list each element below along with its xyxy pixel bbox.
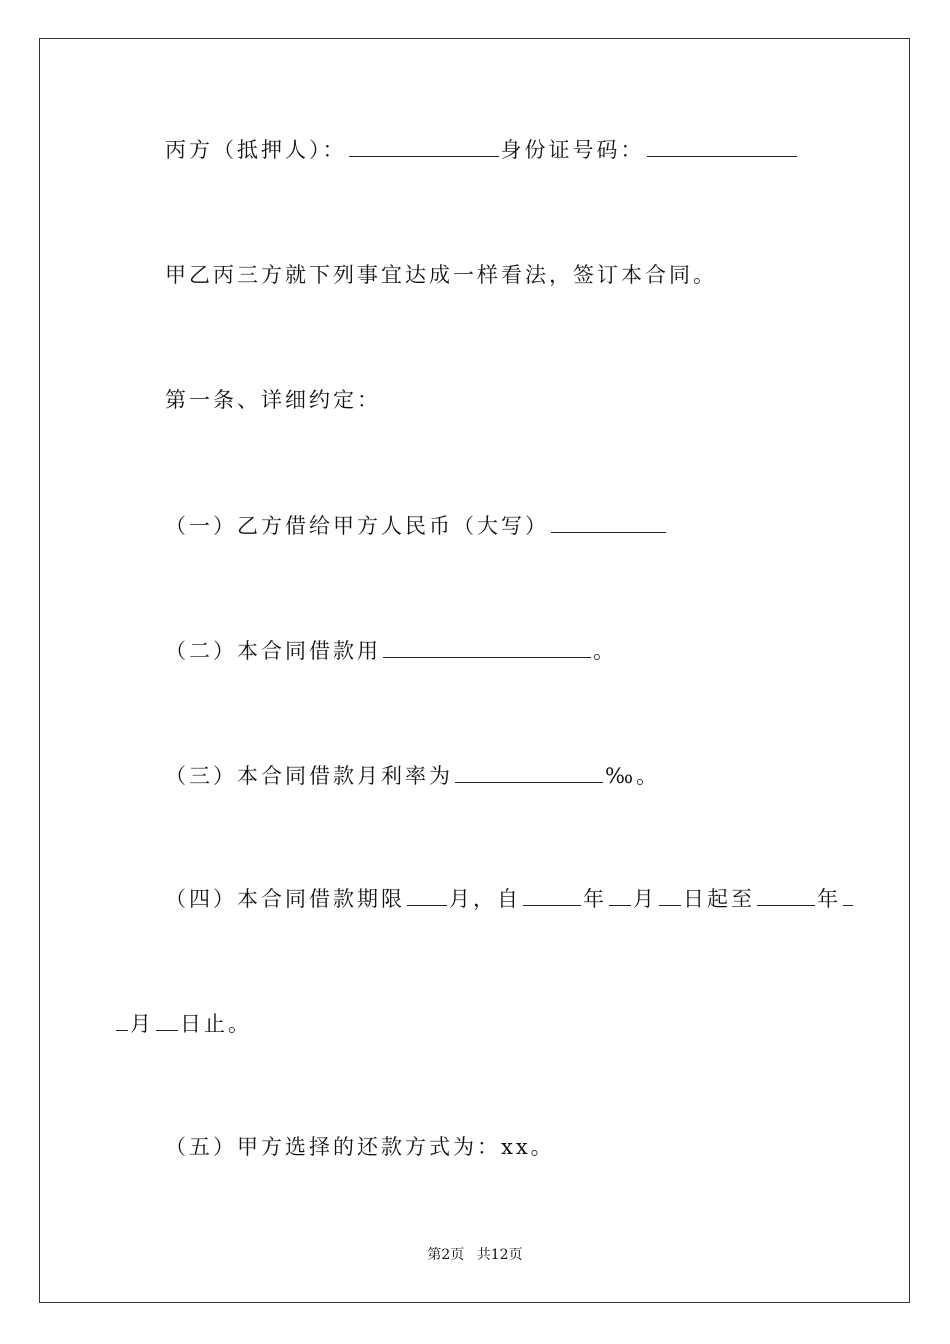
item-1: [165, 510, 668, 541]
item-4-text: （四）本合同借款期限: [165, 887, 405, 911]
item-4-month3-label: 月: [130, 1012, 154, 1036]
item-5: （五）甲方选择的还款方式为：xx。: [165, 1135, 555, 1159]
end-year-blank: [757, 883, 815, 906]
item-2-text: （二）本合同借款用: [165, 639, 381, 663]
purpose-blank: [383, 635, 591, 658]
item-4: [165, 883, 855, 914]
id-number-label: 身份证号码：: [500, 138, 645, 162]
end-month-blank-cont: [116, 1008, 128, 1031]
item-2-end: 。: [593, 639, 617, 663]
intro-paragraph: 甲乙丙三方就下列事宜达成一样看法，签订本合同。: [165, 263, 717, 287]
end-day-blank: [156, 1008, 178, 1031]
term-months-blank: [407, 883, 447, 906]
party-c-name-blank: [349, 134, 499, 157]
page-border: [39, 38, 910, 1303]
page-footer: [0, 1244, 950, 1264]
party-c-label: 丙方（抵押人）：: [165, 138, 347, 162]
start-day-blank: [659, 883, 681, 906]
party-c-line: [165, 134, 799, 165]
item-3: [165, 760, 660, 791]
item-3-end: ‰。: [605, 764, 661, 788]
item-1-text: （一）乙方借给甲方人民币（大写）: [165, 514, 549, 538]
start-year-blank: [523, 883, 581, 906]
item-4-month2-label: 月: [633, 887, 657, 911]
start-month-blank: [609, 883, 631, 906]
item-4-year-label: 年: [583, 887, 607, 911]
item-4-year2-label: 年: [817, 887, 841, 911]
item-4-day-to-label: 日止。: [180, 1012, 252, 1036]
total-pages: 共12页: [476, 1247, 523, 1263]
end-month-blank-start: [843, 883, 853, 906]
item-4-continued: [114, 1008, 252, 1039]
item-2: [165, 635, 617, 666]
item-3-text: （三）本合同借款月利率为: [165, 764, 453, 788]
article-1-title: 第一条、详细约定：: [165, 388, 381, 412]
page-number: 第2页: [427, 1247, 465, 1263]
rate-blank: [455, 760, 603, 783]
id-number-blank: [647, 134, 797, 157]
amount-blank: [551, 510, 666, 533]
item-4-month-label: 月，自: [449, 887, 521, 911]
item-4-day-from-label: 日起至: [683, 887, 755, 911]
